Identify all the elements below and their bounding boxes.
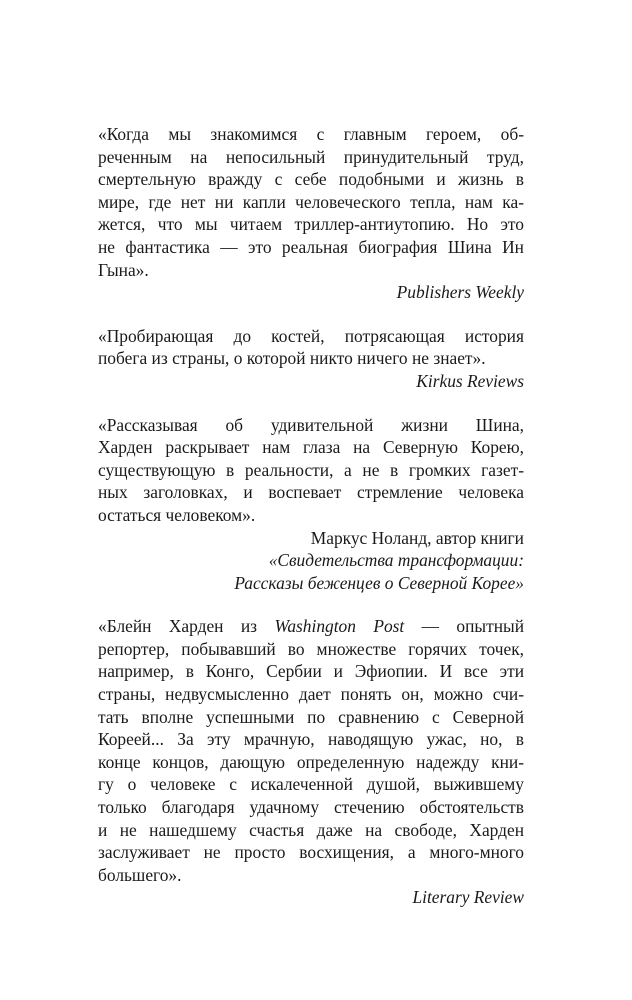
quote-line: смертельную вражду с себе подобными и жизнь в xyxy=(98,169,524,190)
quote-text xyxy=(98,325,524,370)
quote-source: Publishers Weekly xyxy=(396,282,524,303)
quote-book-title: Рассказы беженцев о Северной Корее» xyxy=(234,572,524,593)
quote-line: только благодаря удачному стечению обстоятельств xyxy=(98,797,524,818)
quote-source: Literary Review xyxy=(412,887,524,908)
review-quote-marcus-noland xyxy=(98,414,524,595)
quote-line xyxy=(98,615,524,638)
quote-line: «Когда мы знакомимся с главным героем, об- xyxy=(98,124,524,144)
quote-line: заслуживает не просто восхищения, а много-много xyxy=(98,842,524,863)
quote-line: Гына». xyxy=(98,259,149,280)
review-quote-kirkus-reviews xyxy=(98,325,524,393)
quote-line: остаться человеком». xyxy=(98,504,256,525)
review-quote-literary-review xyxy=(98,615,524,909)
quote-line: мире, где нет ни капли человеческого тепла, нам ка- xyxy=(98,191,524,212)
quote-line: Харден раскрывает нам глаза на Северную Корею, xyxy=(98,437,524,458)
quote-text xyxy=(98,123,524,281)
quote-line: страны, недвусмысленно дает понять он, можно счи- xyxy=(98,684,524,705)
quote-line: жется, что мы читаем триллер-антиутопию. Но это xyxy=(98,214,524,235)
quote-line: побега из страны, о которой никто ничего не знает». xyxy=(98,348,486,369)
quote-line-prefix: «Блейн Харден из xyxy=(98,616,275,637)
quote-line: тать вполне успешными по сравнению с Северной xyxy=(98,706,524,727)
quote-author: Маркус Ноланд, автор книги xyxy=(310,527,524,548)
quote-line: «Рассказывая об удивительной жизни Шина, xyxy=(98,414,524,435)
quote-line: ных заголовках, и воспевает стремление человека xyxy=(98,482,524,503)
review-quote-publishers-weekly xyxy=(98,123,524,304)
quote-line: не фантастика — это реальная биография Шина Ин xyxy=(98,236,524,257)
book-page xyxy=(98,123,524,909)
quote-source: Kirkus Reviews xyxy=(416,370,524,391)
quote-book-title: «Свидетельства трансформации: xyxy=(268,550,524,571)
newspaper-name: Washington Post xyxy=(274,616,405,637)
quote-line: репортер, побывавший во множестве горячих точек, xyxy=(98,638,524,659)
quote-line: гу о человеке с искалеченной душой, выжившему xyxy=(98,774,524,795)
quote-text xyxy=(98,414,524,527)
quote-text xyxy=(98,615,524,886)
quote-line: например, в Конго, Сербии и Эфиопии. И все эти xyxy=(98,661,524,682)
quote-line: конце концов, дающую определенную надежду кни- xyxy=(98,751,524,772)
quote-line: Кореей... За эту мрачную, наводящую ужас, но, в xyxy=(98,729,524,750)
quote-line: «Пробирающая до костей, потрясающая история xyxy=(98,325,524,346)
quote-line: и не нашедшему счастья даже на свободе, Харден xyxy=(98,819,524,840)
quote-line: существующую в реальности, а не в громких газет- xyxy=(98,459,524,480)
quote-line-suffix: — опытный xyxy=(404,616,525,637)
quote-line: большего». xyxy=(98,864,182,885)
quote-line: реченным на непосильный принудительный труд, xyxy=(98,146,524,167)
